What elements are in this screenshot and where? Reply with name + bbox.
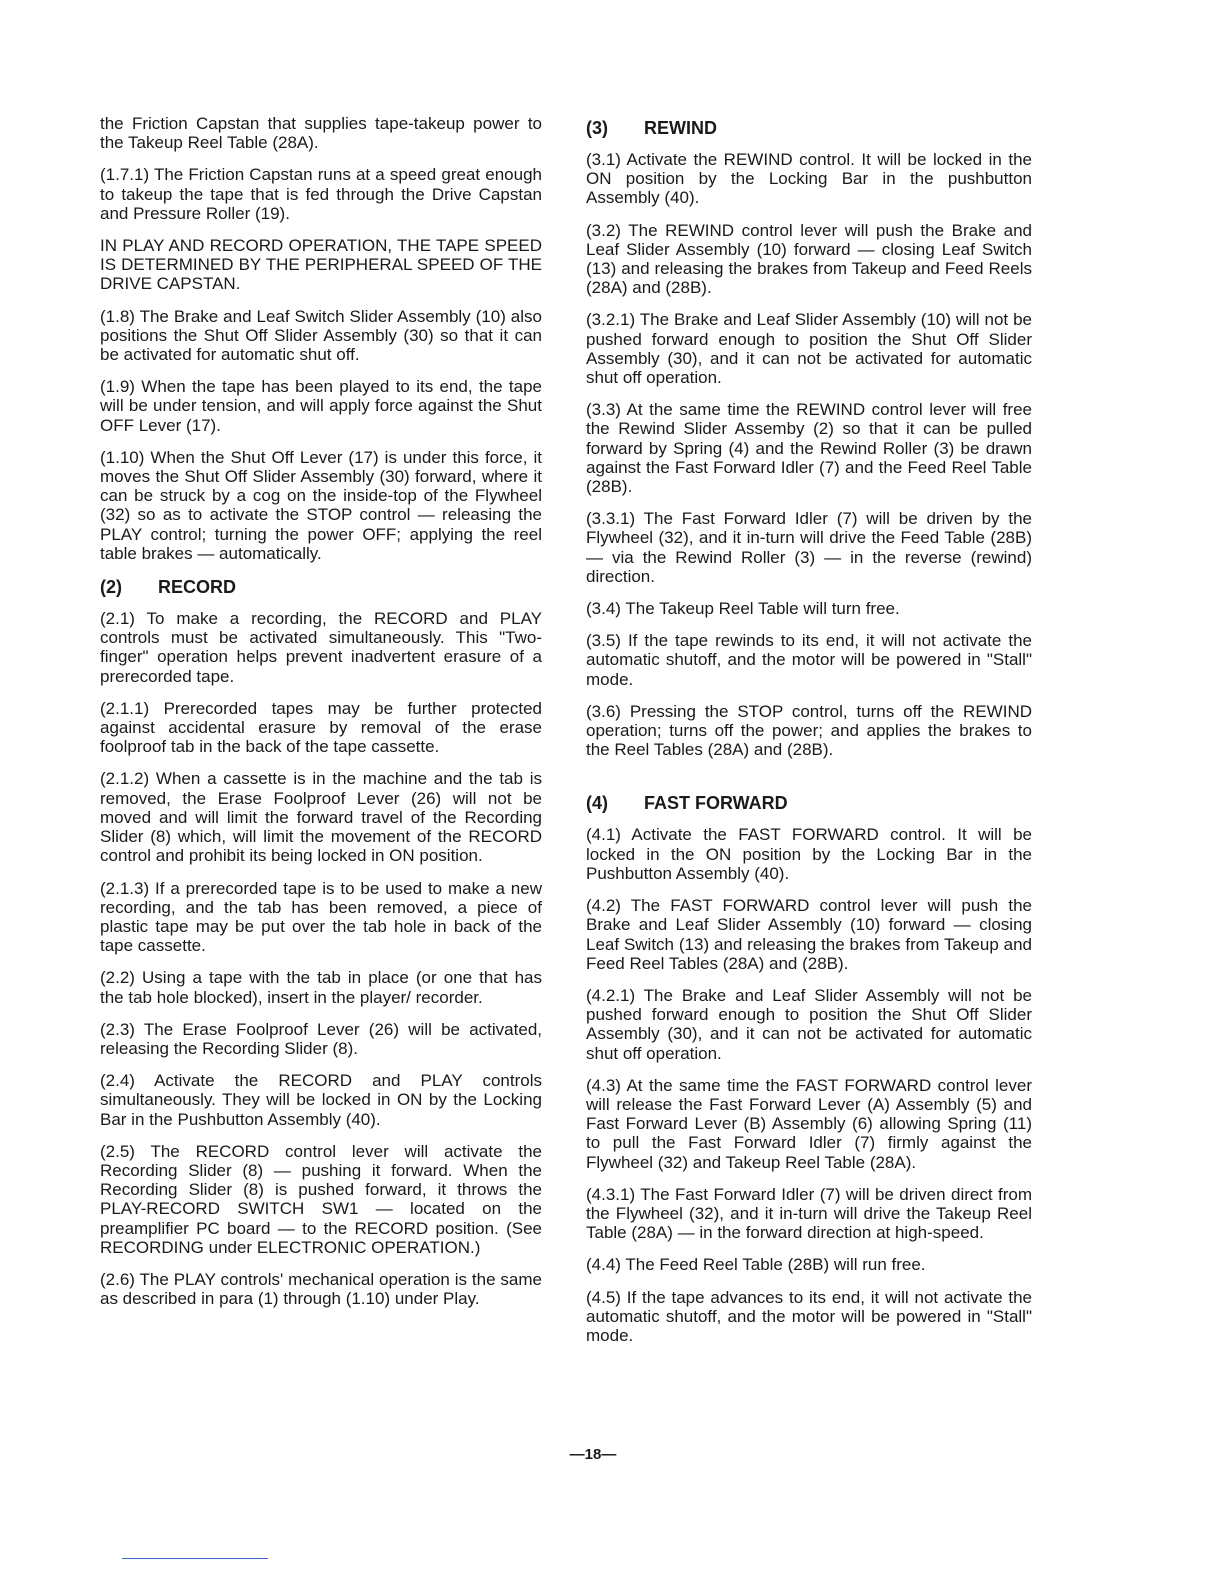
paragraph-2-1-3: (2.1.3) If a prerecorded tape is to be used to make a new recording, and the tab has been removed, a piece of plastic tape may be put over the tab hole in back of the tape cassette. bbox=[100, 878, 542, 956]
paragraph-1-9: (1.9) When the tape has been played to its end, the tape will be under tension, and will apply force against the Shut OFF Lever (17). bbox=[100, 377, 542, 435]
section-title: FAST FORWARD bbox=[644, 793, 788, 814]
paragraph-3-5: (3.5) If the tape rewinds to its end, it will not activate the automatic shutoff, and the motor will be powered in "Stall" mode. bbox=[586, 631, 1032, 689]
paragraph-tape-speed-note: IN PLAY AND RECORD OPERATION, THE TAPE SPEED IS DETERMINED BY THE PERIPHERAL SPEED OF THE DRIVE CAPSTAN. bbox=[100, 236, 542, 294]
paragraph-3-3-1: (3.3.1) The Fast Forward Idler (7) will be driven by the Flywheel (32), and it in-turn will drive the Feed Table (28B) — via the Rewind Roller (3) — in the reverse (rewind) direction. bbox=[586, 509, 1032, 586]
paragraph-1-10: (1.10) When the Shut Off Lever (17) is under this force, it moves the Shut Off Slider Assembly (30) forward, where it can be struck by a cog on the inside-top of the Flywheel (32) so as to activate the STOP control — releasing the PLAY control; turning the power OFF; applying the reel table brakes — automatically. bbox=[100, 447, 542, 563]
paragraph-4-3: (4.3) At the same time the FAST FORWARD control lever will release the Fast Forward Lever (A) Assembly (5) and Fast Forward Lever (B) Assembly (6) allowing Spring (11) to pull the Fast Forward Idler (7) firmly against the Flywheel (32) and Takeup Reel Table (28A). bbox=[586, 1075, 1032, 1172]
paragraph-3-6: (3.6) Pressing the STOP control, turns off the REWIND operation; turns off the power; and applies the brakes to the Reel Tables (28A) and (28B). bbox=[586, 701, 1032, 760]
paragraph-2-3: (2.3) The Erase Foolproof Lever (26) will be activated, releasing the Recording Slider (8). bbox=[100, 1019, 542, 1058]
footer-divider bbox=[122, 1558, 268, 1559]
paragraph-4-4: (4.4) The Feed Reel Table (28B) will run free. bbox=[586, 1255, 926, 1275]
paragraph-3-1: (3.1) Activate the REWIND control. It will be locked in the ON position by the Locking Bar in the pushbutton Assembly (40). bbox=[586, 150, 1032, 208]
paragraph-3-2-1: (3.2.1) The Brake and Leaf Slider Assembly (10) will not be pushed forward enough to position the Shut Off Slider Assembly (30), and it can not be activated for automatic shut off operation. bbox=[586, 310, 1032, 388]
section-title: REWIND bbox=[644, 118, 717, 138]
paragraph-3-3: (3.3) At the same time the REWIND control lever will free the Rewind Slider Assemby (2) so that it can be pulled forward by Spring (4) and the Rewind Roller (3) be drawn against the Fast Forward Idler (7) and the Feed Reel Table (28B). bbox=[586, 400, 1032, 497]
section-heading-record bbox=[100, 577, 542, 598]
right-column bbox=[586, 114, 1032, 1358]
paragraph-4-2-1: (4.2.1) The Brake and Leaf Slider Assembly will not be pushed forward enough to position the Shut Off Slider Assembly (30), and it can not be activated for automatic shut off operation. bbox=[586, 985, 1032, 1063]
paragraph-2-4: (2.4) Activate the RECORD and PLAY controls simultaneously. They will be locked in ON by the Locking Bar in the Pushbutton Assembly (40). bbox=[100, 1071, 542, 1129]
section-number: (3) bbox=[586, 118, 608, 138]
section-number: (2) bbox=[100, 577, 122, 598]
paragraph-2-1-1: (2.1.1) Prerecorded tapes may be further protected against accidental erasure by removal of the erase foolproof tab in the back of the tape cassette. bbox=[100, 698, 542, 757]
paragraph-4-1: (4.1) Activate the FAST FORWARD control. It will be locked in the ON position by the Locking Bar in the Pushbutton Assembly (40). bbox=[586, 825, 1032, 883]
left-column bbox=[100, 114, 542, 1321]
paragraph-intro: the Friction Capstan that supplies tape-takeup power to the Takeup Reel Table (28A). bbox=[100, 114, 542, 153]
paragraph-2-1: (2.1) To make a recording, the RECORD and PLAY controls must be activated simultaneously. This "Two-finger" operation helps prevent inadvertent erasure of a prerecorded tape. bbox=[100, 609, 542, 686]
paragraph-4-3-1: (4.3.1) The Fast Forward Idler (7) will be driven direct from the Flywheel (32), and it in-turn will drive the Takeup Reel Table (28A) — in the forward direction at high-speed. bbox=[586, 1184, 1032, 1243]
paragraph-4-5: (4.5) If the tape advances to its end, it will not activate the automatic shutoff, and the motor will be powered in "Stall" mode. bbox=[586, 1287, 1032, 1345]
paragraph-2-5: (2.5) The RECORD control lever will activate the Recording Slider (8) — pushing it forward. When the Recording Slider (8) is pushed forward, it throws the PLAY-RECORD SWITCH SW1 — located on the preamplifier PC board — to the RECORD position. (See RECORDING under ELECTRONIC OPERATION.) bbox=[100, 1141, 542, 1257]
paragraph-3-2: (3.2) The REWIND control lever will push the Brake and Leaf Slider Assembly (10) forward — closing Leaf Switch (13) and releasing the brakes from Takeup and Feed Reels (28A) and (28B). bbox=[586, 220, 1032, 298]
paragraph-2-2: (2.2) Using a tape with the tab in place (or one that has the tab hole blocked), insert in the player/ recorder. bbox=[100, 968, 542, 1007]
section-title: RECORD bbox=[158, 577, 237, 598]
section-number: (4) bbox=[586, 793, 608, 814]
paragraph-2-1-2: (2.1.2) When a cassette is in the machine and the tab is removed, the Erase Foolproof Lever (26) will not be moved and will limit the forward travel of the Recording Slider (8) which, will limit the movement of the RECORD control and prohibit its being locked in ON position. bbox=[100, 769, 542, 866]
paragraph-1-7-1: (1.7.1) The Friction Capstan runs at a speed great enough to takeup the tape that is fed through the Drive Capstan and Pressure Roller (19). bbox=[100, 165, 542, 223]
page-number: —18— bbox=[569, 1446, 617, 1463]
paragraph-3-4: (3.4) The Takeup Reel Table will turn free. bbox=[586, 599, 900, 619]
section-heading-fast-forward bbox=[586, 793, 1032, 814]
paragraph-1-8: (1.8) The Brake and Leaf Switch Slider Assembly (10) also positions the Shut Off Slider Assembly (30) so that it can be activated for automatic shut off. bbox=[100, 306, 542, 365]
paragraph-4-2: (4.2) The FAST FORWARD control lever will push the Brake and Leaf Slider Assembly (10) forward — closing Leaf Switch (13) and releasing the brakes from Takeup and Feed Reel Tables (28A) and (28B). bbox=[586, 896, 1032, 973]
paragraph-2-6: (2.6) The PLAY controls' mechanical operation is the same as described in para (1) through (1.10) under Play. bbox=[100, 1269, 542, 1309]
section-heading-rewind bbox=[586, 118, 1032, 139]
